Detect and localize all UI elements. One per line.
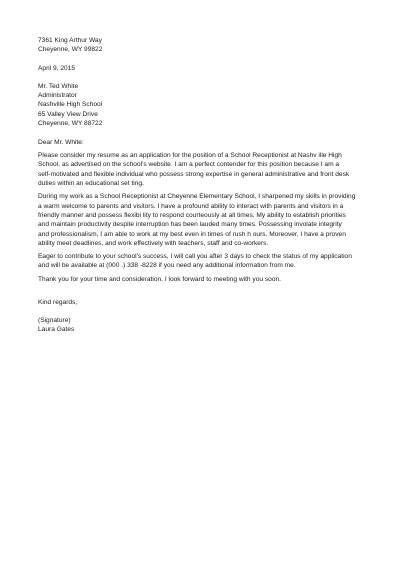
sender-street: 7361 King Arthur Way <box>38 37 102 44</box>
recipient-street: 65 Valley View Drive <box>38 110 98 118</box>
sender-city-state-zip: Cheyenne, WY 99822 <box>38 46 103 54</box>
signer-name: Laura Gates <box>38 326 75 334</box>
paragraph-line: ability meet deadlines, and work effectively with teachers, staff and co-workers. <box>38 239 269 247</box>
paragraph-line: Please consider my resume as an application for the position of a School Receptionist at Nashv ille High <box>38 152 342 160</box>
closing-block <box>38 298 373 307</box>
salutation: Dear Mr. White: <box>38 138 84 146</box>
paragraph-line: friendly manner and possess flexibi lity to respond courteously at all times. My ability to establish priorities <box>38 211 346 219</box>
paragraph-line: Eager to contribute to your school's success, I will call you after 3 days to check the status of my application <box>38 253 352 261</box>
paragraph-line: and maintain productivity despite interruption has been lauded many times. Possessing involate integrity <box>38 221 342 229</box>
letter-date: April 9, 2015 <box>38 64 76 72</box>
paragraph-line: self-motivated and flexible individual who possess strong expertise in general administrative and front desk <box>38 170 350 178</box>
body-paragraph-4 <box>38 275 373 284</box>
cover-letter <box>38 36 373 334</box>
paragraph-line: duties within an educational set ting. <box>38 180 144 188</box>
signature-block <box>38 316 373 335</box>
body-paragraph-1 <box>38 151 373 188</box>
body-paragraph-3 <box>38 252 373 271</box>
recipient-organization: Nashville High School <box>38 101 103 109</box>
paragraph-line: Thank you for your time and consideration. I look forward to meeting with you soon. <box>38 275 281 283</box>
sender-address <box>38 36 373 55</box>
paragraph-line: During my work as a School Receptionist at Cheyenne Elementary School, I sharpened my skills in providing <box>38 193 356 201</box>
recipient-title: Administrator <box>38 92 77 100</box>
body-paragraph-2 <box>38 192 373 248</box>
recipient-address <box>38 82 373 128</box>
paragraph-line: and professionalism, I am able to work at my best even in times of rush h ours. Moreover, I have a proven <box>38 230 346 238</box>
signature-placeholder: (Signature) <box>38 316 71 324</box>
salutation-block <box>38 138 373 147</box>
closing: Kind regards, <box>38 298 78 306</box>
paragraph-line: and will be available at (000 .) 338 -8228 if you need any additional information from me. <box>38 262 296 270</box>
recipient-name: Mr. Ted White <box>38 82 79 90</box>
letter-date-block <box>38 64 373 73</box>
paragraph-line: a warm welcome to parents and visitors. I have a profound ability to interact with parents and visitors in a <box>38 202 344 210</box>
paragraph-line: School, as advertised on the school's website. I am a perfect contender for this position because I am a <box>38 161 340 169</box>
recipient-city-state-zip: Cheyenne, WY 88722 <box>38 120 103 128</box>
